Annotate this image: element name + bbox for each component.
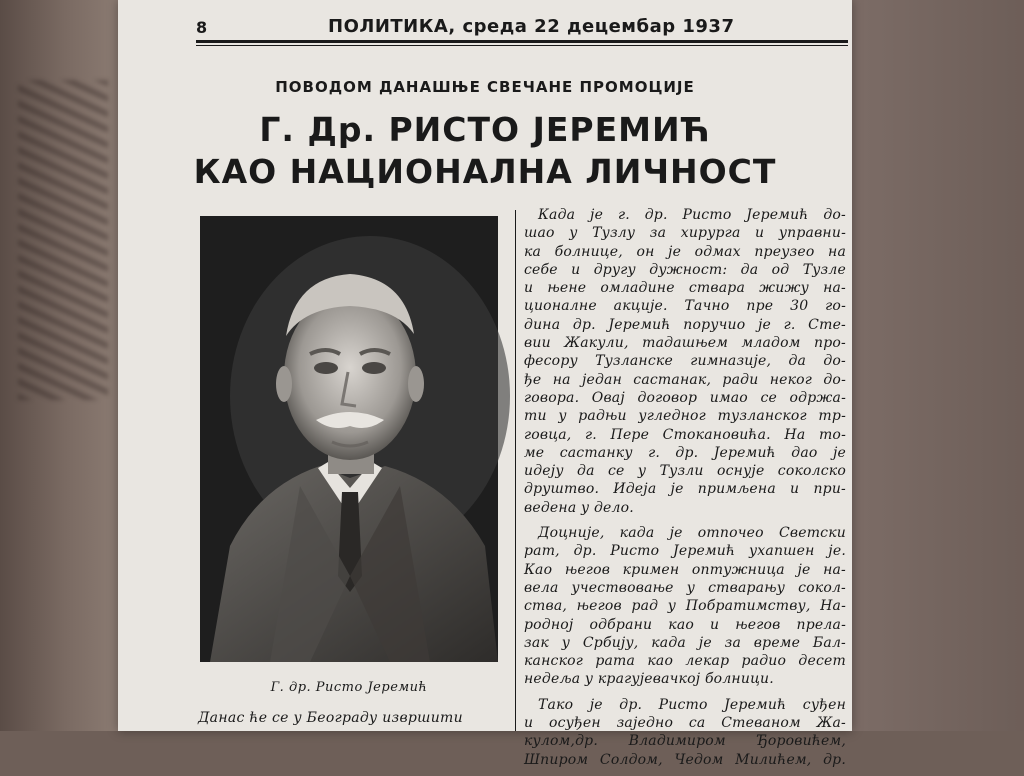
article-kicker: ПОВОДОМ ДАНАШЊЕ СВЕЧАНЕ ПРОМОЦИЈЕ [275,78,695,96]
text-line: Као његов кримен оптужница је на- [524,561,846,578]
masthead [118,10,852,42]
text-line: фесору Тузланске гимназије, да до- [524,353,846,370]
text-line: говора. Овај договор имао се одржа- [524,389,846,406]
text-line: ђе на један састанак, ради неког до- [524,371,846,388]
text-line: идеју да се у Тузли оснује соколско [524,463,846,480]
text-line: вела учествовање у стварању сокол- [524,579,846,596]
page-number: 8 [196,18,208,37]
text-line: ти у радњи угледног тузланског тр- [524,408,846,425]
paragraph [524,206,846,517]
text-line: и осуђен заједно са Стеваном Жа- [524,715,846,732]
masthead-title-date: ПОЛИТИКА, среда 22 децембар 1937 [328,16,735,37]
headline-line-1: Г. Др. РИСТО ЈЕРЕМИЋ [259,110,711,149]
newspaper-page [118,0,852,768]
text-line: себе и другу дужност: да од Тузле [524,261,846,278]
paragraph [524,524,846,689]
masthead-rule [196,40,848,43]
left-column-text: Данас ће се у Београду извршити [198,710,463,726]
text-line: ства, његов рад у Побратимству, На- [524,598,846,615]
portrait-photo [200,216,498,662]
masthead-rule-thin [196,45,848,46]
text-line: канског рата као лекар радио десет [524,653,846,670]
text-line: Када је г. др. Ристо Јеремић до- [538,207,846,223]
background-right [852,0,1024,731]
text-line: кулом,др. Владимиром Ђоровићем, [524,733,846,750]
text-line: Тако је др. Ристо Јеремић суђен [538,696,846,713]
photo-caption: Г. др. Ристо Јеремић [270,680,428,695]
text-line: говца, г. Пере Стокановића. На то- [524,426,846,443]
background-shadow [18,80,108,400]
portrait-illustration [200,216,498,662]
text-line: ведена у дело. [524,499,634,516]
text-line: вии Жакули, тадашњем младом про- [524,335,846,352]
text-line: дина др. Јеремић поручио је г. Сте- [524,316,846,333]
column-divider [515,210,516,731]
text-line: ме састанку г. др. Јеремић дао је [524,444,846,461]
text-line: зак у Србију, када је за време Бал- [524,634,846,651]
headline-line-2: КАО НАЦИОНАЛНА ЛИЧНОСТ [193,152,777,191]
text-line: недеља у крагујевачкој болници. [524,671,774,688]
text-line: шао у Тузлу за хирурга и управни- [524,225,846,242]
paragraph [524,696,846,769]
text-line: рат, др. Ристо Јеремић ухапшен је. [524,543,846,560]
text-line: Шпиром Солдом, Чедом Милићем, др. [524,751,846,768]
text-line: друштво. Идеја је примљена и при- [524,481,846,498]
text-line: ционалне акције. Тачно пре 30 го- [524,298,846,315]
text-line: ка болнице, он је одмах преузео на [524,243,846,260]
article-body [524,206,846,776]
text-line: Доцније, када је отпочео Светски [538,525,846,542]
text-line: и њене омладине ствара жижу на- [524,280,846,297]
text-line: родној одбрани као и његов прела- [524,616,846,633]
